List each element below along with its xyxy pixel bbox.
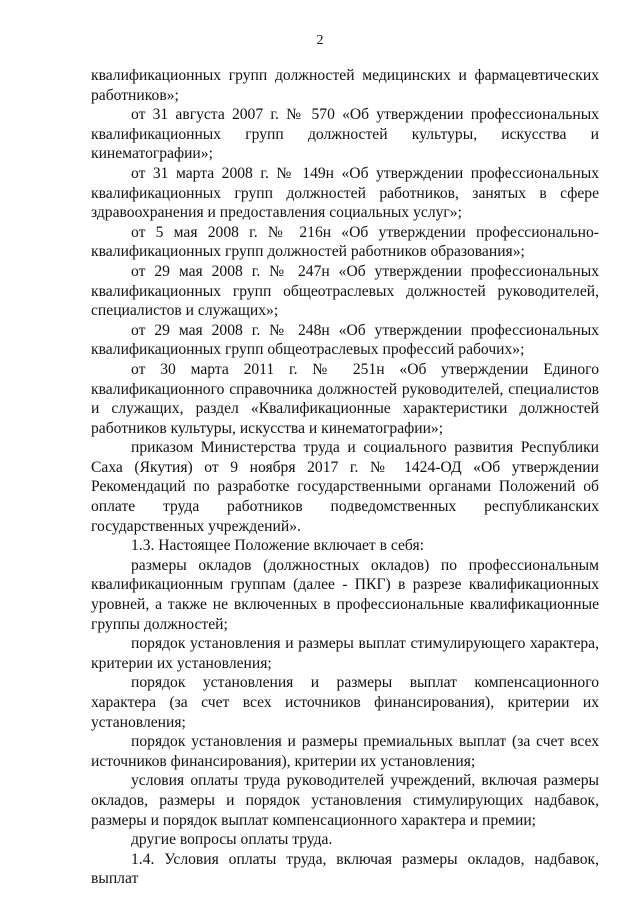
paragraph: приказом Министерства труда и социального развития Республики Саха (Якутия) от 9 ноября 2017 г. № 1424-ОД «Об утверждении Рекомендаций по разработке государственными органами Положений об оплате труда работников подведомственных республиканских государственных учреждений». [91, 439, 599, 535]
paragraph: другие вопросы оплаты труда. [131, 831, 333, 849]
paragraph: от 5 мая 2008 г. № 216н «Об утверждении профессионально-квалификационных групп должностей работников образования»; [91, 223, 599, 261]
paragraph: условия оплаты труда руководителей учреждений, включая размеры окладов, размеры и порядок установления стимулирующих надбавок, размеры и порядок выплат компенсационного характера и премии; [91, 772, 599, 829]
paragraph: от 31 августа 2007 г. № 570 «Об утверждении профессиональных квалификационных групп должностей культуры, искусства и кинематографии»; [91, 106, 599, 163]
paragraph: квалификационных групп должностей медицинских и фармацевтических работников»; [91, 67, 599, 104]
paragraph: размеры окладов (должностных окладов) по профессиональным квалификационным группам (далее - ПКГ) в разрезе квалификационных уровней, а также не включенных в профессиональные квалификационные группы должностей; [91, 556, 599, 633]
page-number: 2 [316, 33, 324, 48]
paragraph: от 29 мая 2008 г. № 248н «Об утверждении профессиональных квалификационных групп общеотраслевых профессий рабочих»; [91, 321, 599, 359]
paragraph: 1.4. Условия оплаты труда, включая размеры окладов, надбавок, выплат [91, 850, 599, 888]
paragraph: от 29 мая 2008 г. № 247н «Об утверждении профессиональных квалификационных групп общеотраслевых должностей руководителей, специалистов и служащих»; [91, 262, 599, 320]
paragraph: порядок установления и размеры выплат стимулирующего характера, критерии их установления; [91, 635, 599, 672]
paragraph: порядок установления и размеры выплат компенсационного характера (за счет всех источников финансирования), критерии их установления; [91, 674, 599, 731]
document-body [91, 66, 599, 889]
paragraph: порядок установления и размеры премиальных выплат (за счет всех источников финансирования), критерии их установления; [91, 733, 599, 770]
paragraph: от 31 марта 2008 г. № 149н «Об утверждении профессиональных квалификационных групп должностей работников, занятых в сфере здравоохранения и предоставления социальных услуг»; [91, 164, 599, 222]
paragraph: 1.3. Настоящее Положение включает в себя: [131, 537, 424, 555]
paragraph: от 30 марта 2011 г. № 251н «Об утверждении Единого квалификационного справочника должностей руководителей, специалистов и служащих, раздел «Квалификационные характеристики должностей работников культуры, искусства и кинематографии»; [91, 360, 599, 437]
